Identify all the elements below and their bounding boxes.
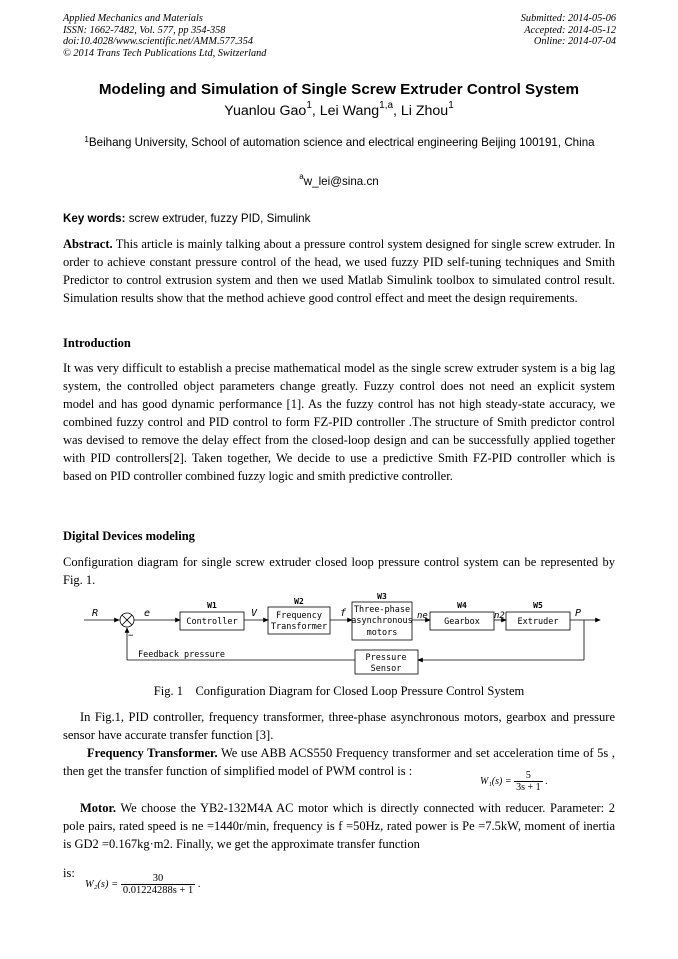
journal-info [63, 13, 266, 59]
block-tag-w1: W1 [207, 601, 217, 610]
signal-r: R [92, 608, 99, 619]
devices-heading: Digital Devices modeling [63, 529, 195, 543]
block-label-asynchronous: asynchronous [351, 616, 413, 626]
author-sup: 1 [448, 100, 454, 111]
block-tag-w3: W3 [377, 592, 387, 601]
journal-doi: doi:10.4028/www.scientific.net/AMM.577.354 [63, 36, 253, 47]
block-tag-w2: W2 [294, 597, 304, 606]
configuration-diagram [62, 592, 622, 678]
author-email [0, 172, 678, 188]
freq-label: Frequency Transformer. [87, 746, 218, 760]
motor-text: We choose the YB2-132M4A AC motor which is directly connected with reducer. Parameter: 2 pole pairs, rated speed is ne =1440r/min, frequency is f =50Hz, rated power is Pe =7.5kW, moment of inertia is GD2 =0.167kg·m2. Finally, we get the approximate transfer function [63, 801, 615, 851]
block-label-transformer: Transformer [270, 622, 328, 632]
abstract-label: Abstract. [63, 237, 113, 251]
eq1-denominator: 3s + 1 [516, 782, 541, 793]
paper-title: Modeling and Simulation of Single Screw Extruder Control System [98, 81, 580, 98]
eq1-fraction [514, 770, 543, 793]
introduction-text: It was very difficult to establish a precise mathematical model as the single screw extruder system is a big lag system, the controlled object parameters change greatly. Fuzzy control does not need an explicit system model and has good dynamic performance [1]. As the fuzzy control has not high steady-state accuracy, we combined fuzzy control and PID control to form FZ-PID controller .The structure of Smith predictor control was devised to remove the delay effect from the closed-loop design and can be successfully applied together with PID controllers[2]. Taken together, We decide to use a predictive Smith FZ-PID controller which is based on PID controller combined fuzzy logic and smith predictive controller. [63, 361, 615, 483]
block-label-three-phase: Three-phase [353, 605, 411, 615]
block-label-extruder: Extruder [517, 617, 559, 627]
block-tag-w5: W5 [533, 601, 543, 610]
keywords-label: Key words: [63, 212, 126, 225]
journal-copyright: © 2014 Trans Tech Publications Ltd, Switzerland [63, 47, 267, 59]
submitted-date: Submitted: 2014-05-06 [520, 13, 616, 24]
journal-name: Applied Mechanics and Materials [63, 13, 203, 24]
eq2-fraction [121, 873, 195, 896]
author-name: Li Zhou [400, 103, 449, 119]
block-label-motors: motors [366, 628, 398, 638]
author-sup: 1 [306, 100, 312, 111]
signal-f: f [340, 608, 347, 619]
block-label-frequency: Frequency [275, 611, 323, 621]
abstract-text: This article is mainly talking about a pressure control system designed for single screw extruder. In order to achieve constant pressure control of the head, we used fuzzy PID self-tuning techniques and Smith Predictor to control extrusion system and then we used Matlab Simulink toolbox to simulated control result. Simulation results show that the method achieve good control effect and meet the design requirements. [63, 237, 615, 305]
email-text: w_lei@sina.cn [303, 175, 379, 188]
figure-caption: Fig. 1 Configuration Diagram for Closed Loop Pressure Control System [153, 684, 525, 698]
motor-label: Motor. [80, 801, 116, 815]
motor-paragraph [63, 799, 615, 853]
eq2-numerator: 30 [121, 873, 195, 885]
block-label-sensor: Sensor [370, 664, 402, 674]
signal-v: V [251, 608, 258, 619]
affiliation [63, 133, 616, 153]
signal-ne: ne [417, 611, 428, 621]
signal-n2: n2 [494, 611, 505, 621]
keywords-text: screw extruder, fuzzy PID, Simulink [125, 212, 311, 225]
feedback-label: Feedback pressure [138, 650, 225, 660]
block-label-pressure: Pressure [365, 653, 407, 663]
equation-w2 [85, 873, 200, 896]
block-tag-w4: W4 [457, 601, 467, 610]
devices-text: Configuration diagram for single screw extruder closed loop pressure control system can be represented by Fig. 1. [63, 555, 615, 587]
keywords [63, 212, 310, 225]
eq2-denominator: 0.01224288s + 1 [122, 885, 194, 896]
abstract [63, 235, 615, 307]
motor-is-label: is: [63, 866, 75, 880]
eq2-lhs: W₂(s) = [85, 878, 119, 890]
eq2-end: . [197, 878, 201, 890]
eq1-lhs: W₁(s) = [480, 775, 512, 787]
signal-p: P [575, 608, 582, 619]
accepted-date: Accepted: 2014-05-12 [524, 24, 616, 36]
eq1-end: . [545, 775, 548, 787]
author-sup: 1,a [379, 100, 393, 111]
journal-issn: ISSN: 1662-7482, Vol. 577, pp 354-358 [63, 24, 226, 36]
online-date: Online: 2014-07-04 [533, 36, 616, 47]
submission-dates [521, 13, 616, 48]
block-label-gearbox: Gearbox [444, 617, 480, 627]
equation-w1 [480, 770, 548, 793]
affiliation-sup: 1 [84, 135, 89, 144]
email-sup: a [299, 172, 304, 181]
eq1-numerator: 5 [514, 770, 543, 782]
author-name: Yuanlou Gao [224, 103, 307, 119]
signal-e: e [144, 608, 151, 619]
block-label-controller: Controller [186, 617, 238, 627]
minus-sign: − [128, 631, 134, 641]
freq-text: We use ABB ACS550 Frequency transformer and set acceleration time of 5s , then get the transfer function of simplified model of PWM control is : [63, 746, 615, 778]
fig1-paragraph: In Fig.1, PID controller, frequency transformer, three-phase asynchronous motors, gearbox and pressure sensor have accurate transfer function [3]. [63, 710, 615, 742]
affiliation-text: Beihang University, School of automation science and electrical engineering Beijing 100191, China [88, 136, 595, 149]
introduction-heading: Introduction [63, 336, 131, 350]
author-name: Lei Wang [319, 103, 380, 119]
author-list: Yuanlou Gao$^1$, Lei Wang$^{1,a}$, Li Zhou$^1$ [224, 100, 454, 119]
